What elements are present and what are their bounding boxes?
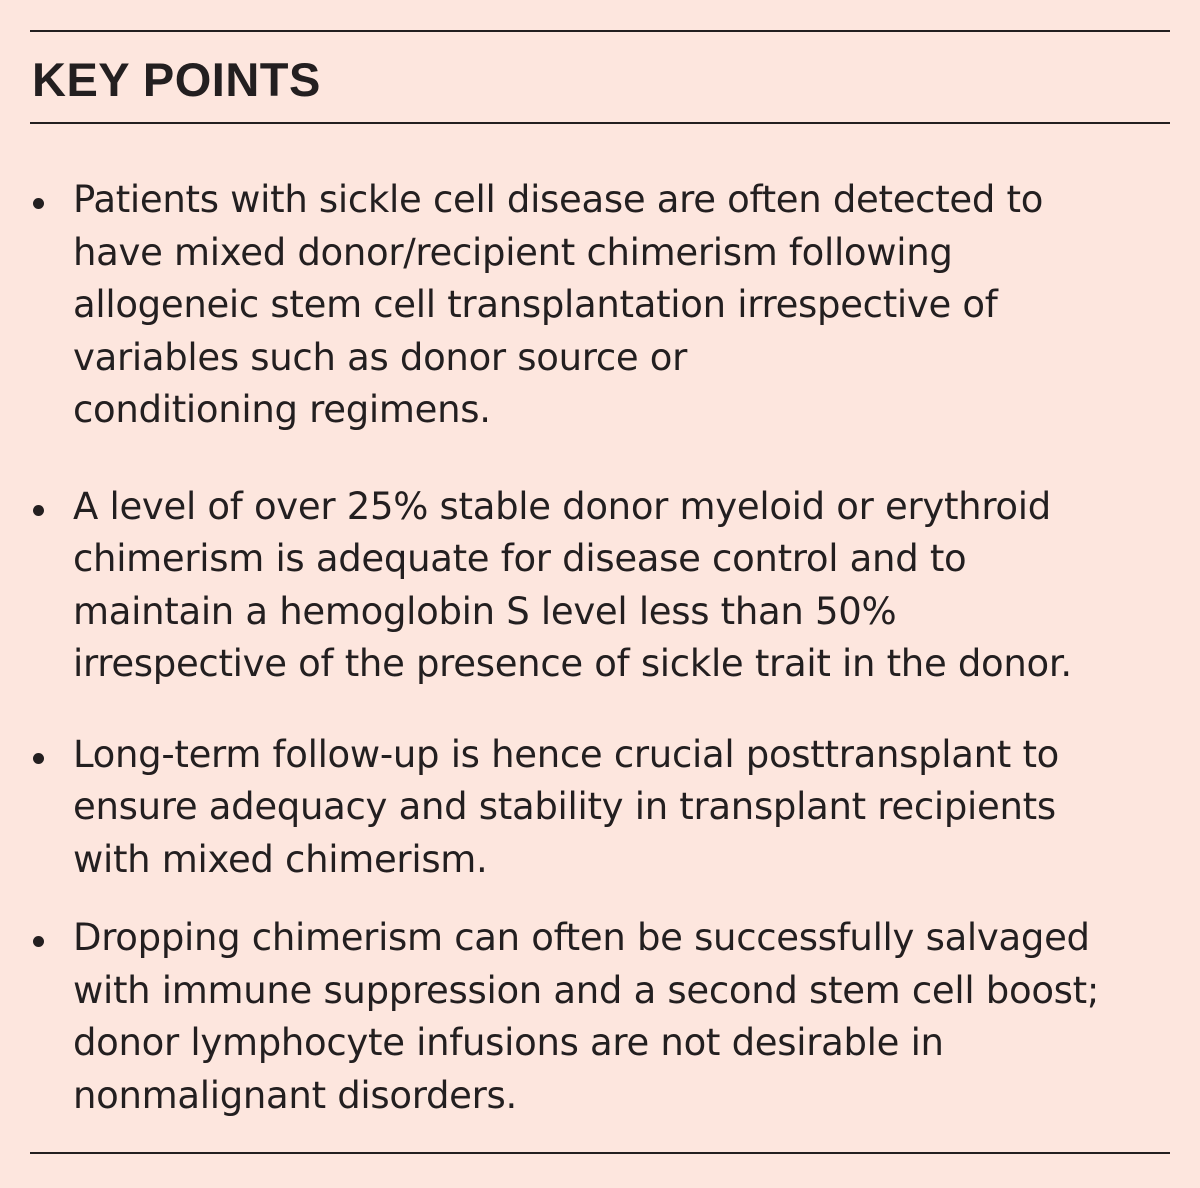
bullet-icon (33, 198, 44, 209)
bottom-rule (30, 1152, 1170, 1154)
key-point-line: with immune suppression and a second stem cell boost; (73, 968, 1100, 1012)
key-point-line: with mixed chimerism. (73, 837, 488, 881)
key-point-line: Long-term follow-up is hence crucial posttransplant to (73, 732, 1060, 776)
bullet-icon (33, 936, 44, 947)
key-point-line: allogeneic stem cell transplantation irrespective of (73, 283, 998, 326)
key-point-line: chimerism is adequate for disease control and to (73, 537, 967, 580)
key-point-line: variables such as donor source or (73, 335, 688, 379)
key-point-item (0, 174, 1200, 437)
bullet-icon (33, 505, 44, 516)
key-point-line: ensure adequacy and stability in transplant recipients (73, 785, 1056, 828)
key-point-line: have mixed donor/recipient chimerism following (73, 230, 953, 274)
key-point-line: A level of over 25% stable donor myeloid or erythroid (73, 484, 1051, 528)
title-rule (30, 122, 1170, 124)
key-point-item (0, 729, 1200, 887)
key-point-line: Patients with sickle cell disease are often detected to (73, 178, 1044, 221)
key-point-line: conditioning regimens. (73, 388, 491, 431)
top-rule (30, 30, 1170, 32)
key-point-line: irrespective of the presence of sickle trait in the donor. (73, 642, 1072, 685)
key-points-list (0, 174, 1200, 1166)
bullet-icon (33, 753, 44, 764)
key-point-line: maintain a hemoglobin S level less than 50% (73, 589, 897, 633)
key-point-item (0, 481, 1200, 691)
section-title: KEY POINTS (32, 53, 321, 106)
key-point-item (0, 912, 1200, 1122)
key-point-line: Dropping chimerism can often be successfully salvaged (73, 916, 1090, 959)
key-point-line: nonmalignant disorders. (73, 1073, 517, 1117)
key-point-line: donor lymphocyte infusions are not desirable in (73, 1021, 944, 1064)
